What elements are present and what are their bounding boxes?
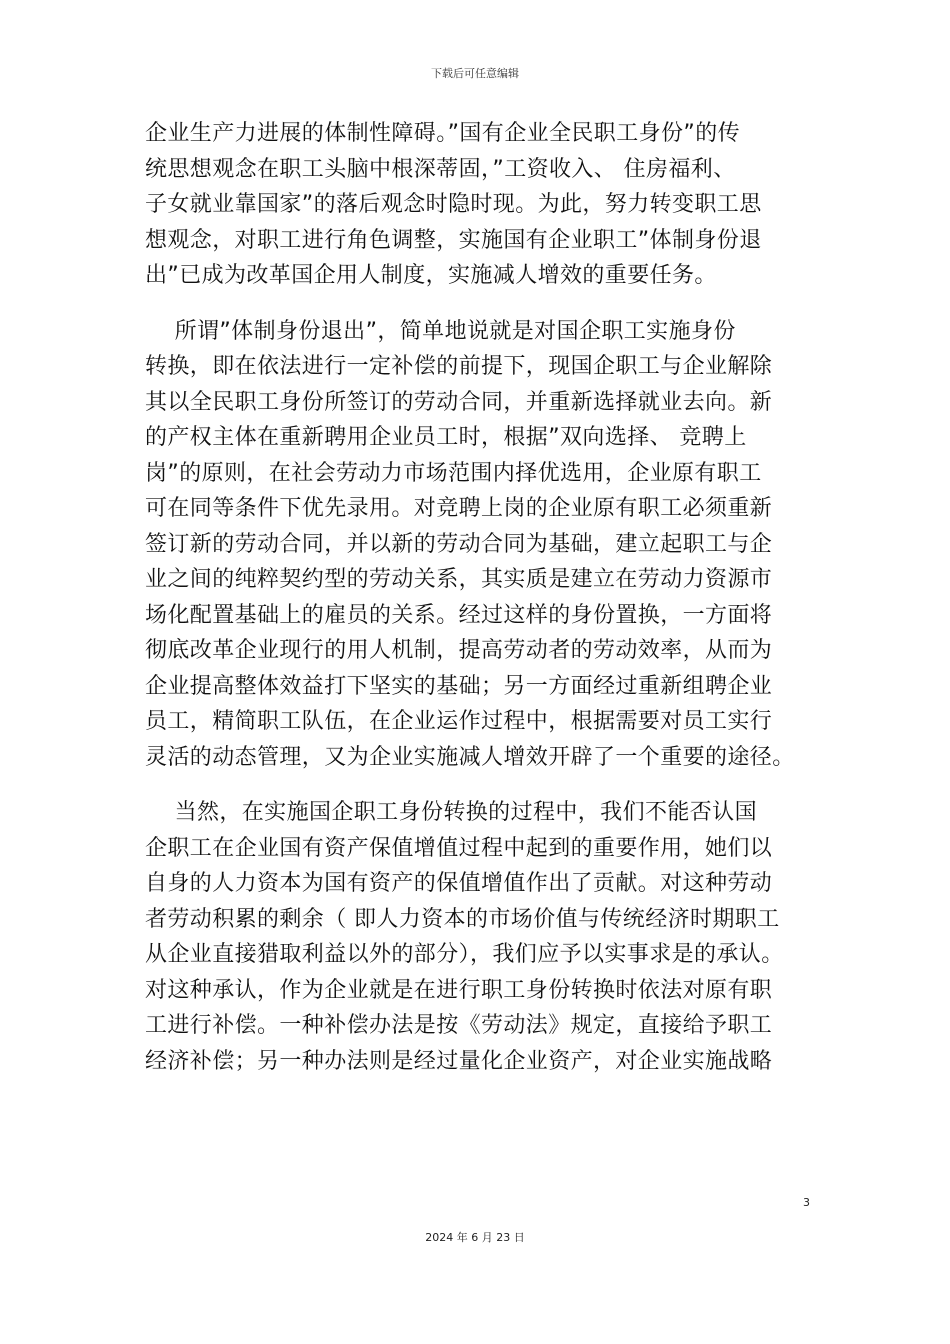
- text-line: 所谓”体制身份退出”，简单地说就是对国企职工实施身份: [145, 318, 736, 344]
- text-line: 工进行补偿。一种补偿办法是按《劳动法》规定，直接给予职工: [145, 1013, 773, 1038]
- text-line: 子女就业靠国家”的落后观念时隐时现。为此，努力转变职工思: [145, 192, 762, 217]
- text-line: 灵活的动态管理，又为企业实施减人增效开辟了一个重要的途径。: [145, 744, 795, 770]
- text-line: 统思想观念在职工头脑中根深蒂固，”工资收入、 住房福利、: [145, 156, 736, 182]
- text-line: 签订新的劳动合同，并以新的劳动合同为基础，建立起职工与企: [145, 531, 773, 557]
- paragraph-1: [145, 116, 825, 294]
- text-line: 其以全民职工身份所签订的劳动合同，并重新选择就业去向。新: [145, 389, 773, 415]
- text-line: 对这种承认，作为企业就是在进行职工身份转换时依法对原有职: [145, 977, 773, 1003]
- text-line: 场化配置基础上的雇员的关系。经过这样的身份置换，一方面将: [145, 602, 773, 628]
- text-line: 企职工在企业国有资产保值增值过程中起到的重要作用，她们以: [145, 835, 773, 861]
- paragraph-spacer: [145, 294, 825, 314]
- paragraph-3: [145, 795, 825, 1079]
- document-body: [145, 116, 825, 1079]
- text-line: 岗”的原则，在社会劳动力市场范围内择优选用，企业原有职工: [145, 460, 762, 486]
- text-line: 想观念，对职工进行角色调整，实施国有企业职工”体制身份退: [145, 227, 762, 253]
- paragraph-spacer: [145, 775, 825, 795]
- text-line: 当然，在实施国企职工身份转换的过程中，我们不能否认国: [145, 800, 757, 825]
- text-line: 自身的人力资本为国有资产的保值增值作出了贡献。对这种劳动: [145, 871, 773, 896]
- text-line: 企业提高整体效益打下坚实的基础；另一方面经过重新组聘企业: [145, 673, 773, 699]
- text-line: 彻底改革企业现行的用人机制，提高劳动者的劳动效率，从而为: [145, 638, 773, 663]
- text-line: 可在同等条件下优先录用。对竞聘上岗的企业原有职工必须重新: [145, 496, 773, 521]
- paragraph-2: [145, 314, 825, 776]
- text-line: 企业生产力进展的体制性障碍。”国有企业全民职工身份”的传: [145, 121, 740, 146]
- text-line: 从企业直接猎取利益以外的部分），我们应予以实事求是的承认。: [145, 942, 784, 967]
- page-number: 3: [803, 1196, 810, 1209]
- page-footer-date: 2024 年 6 月 23 日: [425, 1231, 525, 1244]
- text-line: 业之间的纯粹契约型的劳动关系，其实质是建立在劳动力资源市: [145, 567, 773, 592]
- text-line: 员工，精简职工队伍，在企业运作过程中，根据需要对员工实行: [145, 709, 773, 734]
- text-line: 转换，即在依法进行一定补偿的前提下，现国企职工与企业解除: [145, 354, 773, 379]
- text-line: 者劳动积累的剩余（ 即人力资本的市场价值与传统经济时期职工: [145, 906, 780, 932]
- text-line: 出”已成为改革国企用人制度，实施减人增效的重要任务。: [145, 263, 717, 288]
- text-line: 经济补偿；另一种办法则是经过量化企业资产，对企业实施战略: [145, 1048, 773, 1074]
- text-line: 的产权主体在重新聘用企业员工时，根据”双向选择、 竞聘上: [145, 425, 747, 450]
- page-header: 下载后可任意编辑: [431, 67, 519, 80]
